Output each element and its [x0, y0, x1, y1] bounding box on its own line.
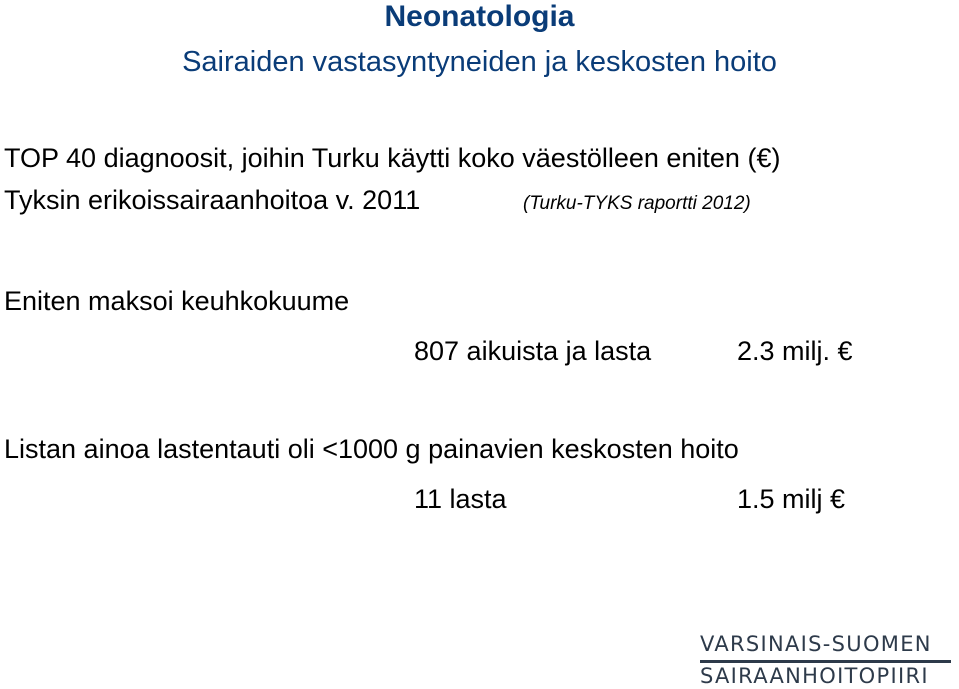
intro-line-2: Tyksin erikoissairaanhoitoa v. 2011: [4, 185, 421, 215]
item-2-count: 11 lasta: [414, 484, 507, 514]
hospital-district-logo: [700, 632, 952, 689]
source-citation: (Turku-TYKS raportti 2012): [523, 193, 751, 214]
intro-line-1: TOP 40 diagnoosit, joihin Turku käytti koko väestölleen eniten (€): [4, 143, 781, 173]
logo-text-bottom: SAIRAANHOITOPIIRI: [700, 664, 929, 688]
item-2-cost: 1.5 milj €: [737, 484, 846, 514]
item-2-label: Listan ainoa lastentauti oli <1000 g painavien keskosten hoito: [4, 434, 739, 464]
page-title: Neonatologia: [384, 0, 575, 33]
page-subtitle: Sairaiden vastasyntyneiden ja keskosten hoito: [182, 46, 777, 78]
logo-divider: [700, 660, 951, 663]
item-1-label: Eniten maksoi keuhkokuume: [4, 286, 350, 316]
logo-text-top: VARSINAIS-SUOMEN: [700, 632, 932, 656]
item-1-count: 807 aikuista ja lasta: [414, 336, 652, 366]
item-1-cost: 2.3 milj. €: [737, 336, 853, 366]
